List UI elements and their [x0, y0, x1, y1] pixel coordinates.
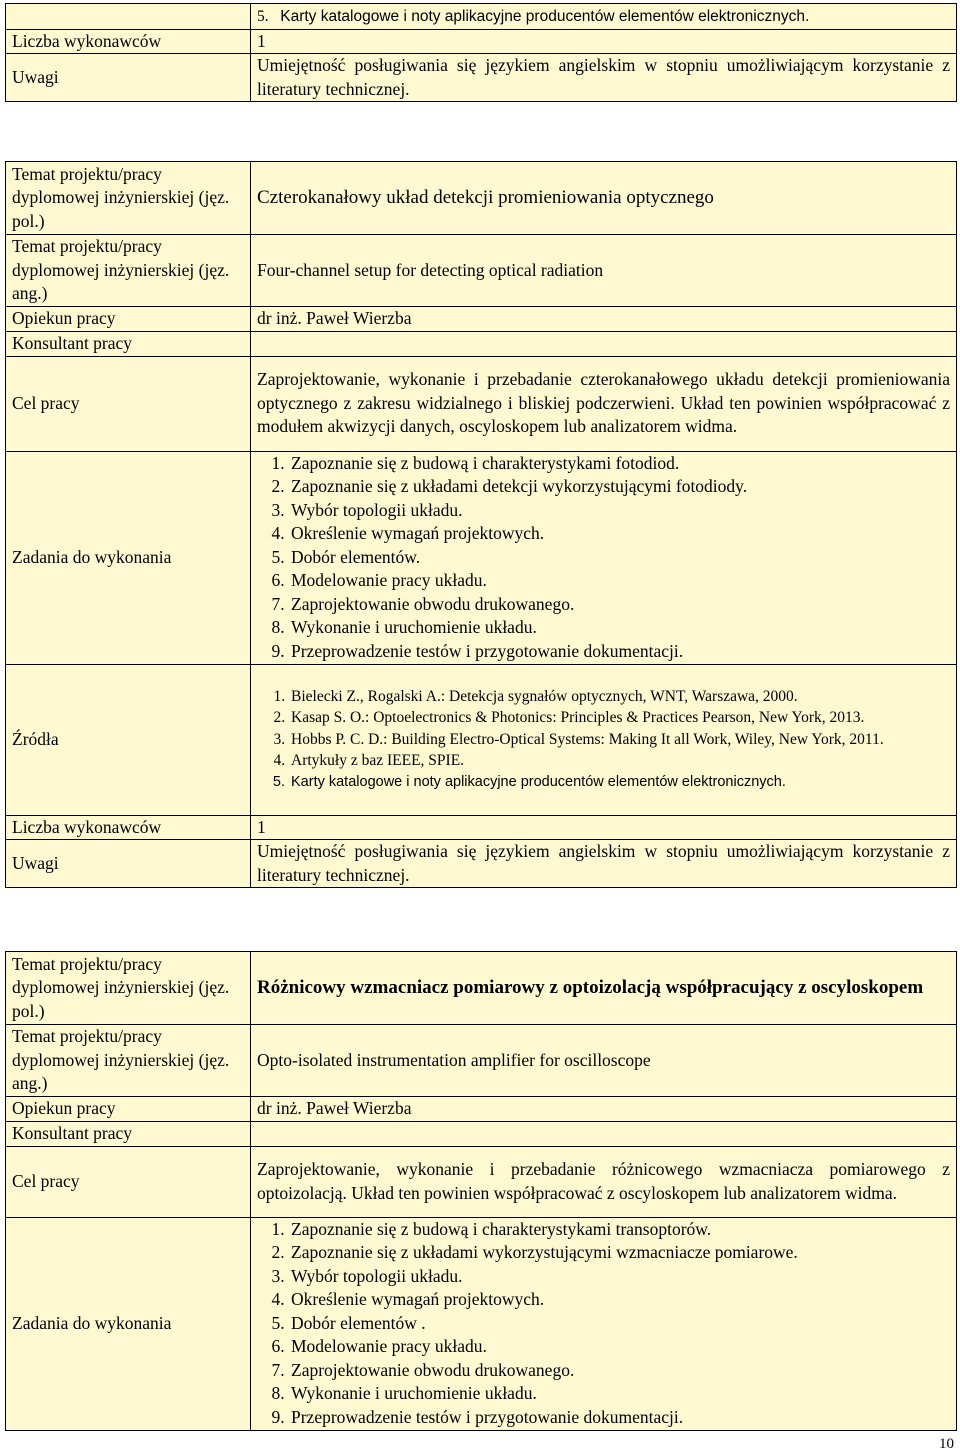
table-row	[6, 1025, 957, 1097]
title-pl: Czterokanałowy układ detekcji promieniowania optycznego	[251, 162, 957, 235]
count-label: Liczba wykonawców	[6, 29, 251, 54]
table-row	[6, 840, 957, 888]
list-item: 8. Wykonanie i uruchomienie układu.	[289, 1382, 950, 1406]
table-row	[6, 331, 957, 356]
title-en-label: Temat projektu/pracy dyplomowej inżynierskiej (jęz. ang.)	[6, 1025, 251, 1097]
consultant-label: Konsultant pracy	[6, 1121, 251, 1146]
list-item: 5. Dobór elementów.	[289, 546, 950, 570]
list-item: 3. Hobbs P. C. D.: Building Electro-Optical Systems: Making It all Work, Wiley, New York, 2011.	[289, 729, 950, 751]
list-item: 4. Artykuły z baz IEEE, SPIE.	[289, 750, 950, 772]
sources-label: Źródła	[6, 664, 251, 815]
table-row	[6, 306, 957, 331]
list-item: 2. Zapoznanie się z układami detekcji wykorzystującymi fotodiody.	[289, 475, 950, 499]
goal-label: Cel pracy	[6, 356, 251, 451]
notes-label: Uwagi	[6, 840, 251, 888]
list-item: 6. Modelowanie pracy układu.	[289, 569, 950, 593]
list-item: 9. Przeprowadzenie testów i przygotowanie dokumentacji.	[289, 1406, 950, 1430]
count-value: 1	[251, 815, 957, 840]
supervisor-label: Opiekun pracy	[6, 306, 251, 331]
tasks-label: Zadania do wykonania	[6, 1217, 251, 1430]
table-row	[6, 1121, 957, 1146]
table-row	[6, 1217, 957, 1430]
table-row	[6, 235, 957, 307]
goal-text: Zaprojektowanie, wykonanie i przebadanie różnicowego wzmacniacza pomiarowego z optoizolacją. Układ ten powinien współpracować z oscyloskopem lub analizatorem widma.	[251, 1146, 957, 1217]
tasks-list	[257, 452, 950, 664]
table-row: 5. Karty katalogowe i noty aplikacyjne producentów elementów elektronicznych.	[6, 4, 957, 30]
list-item: 4. Określenie wymagań projektowych.	[289, 1288, 950, 1312]
goal-label: Cel pracy	[6, 1146, 251, 1217]
consultant	[251, 331, 957, 356]
list-item: 1. Zapoznanie się z budową i charakterystykami transoptorów.	[289, 1218, 950, 1242]
page-number: 10	[939, 1436, 954, 1452]
count-value: 1	[251, 29, 957, 54]
list-item: 7. Zaprojektowanie obwodu drukowanego.	[289, 593, 950, 617]
list-item: 8. Wykonanie i uruchomienie układu.	[289, 616, 950, 640]
list-item: 5. Dobór elementów .	[289, 1312, 950, 1336]
notes-label: Uwagi	[6, 54, 251, 102]
list-item: 3. Wybór topologii układu.	[289, 1265, 950, 1289]
list-item: 4. Określenie wymagań projektowych.	[289, 522, 950, 546]
table-row	[6, 451, 957, 664]
thesis-table-1	[5, 161, 957, 888]
list-item: 3. Wybór topologii układu.	[289, 499, 950, 523]
source-item: Karty katalogowe i noty aplikacyjne producentów elementów elektronicznych.	[280, 8, 810, 25]
thesis-table-2	[5, 951, 957, 1431]
table-row	[6, 664, 957, 815]
consultant	[251, 1121, 957, 1146]
list-item: 9. Przeprowadzenie testów i przygotowanie dokumentacji.	[289, 640, 950, 664]
title-en: Opto-isolated instrumentation amplifier for oscilloscope	[251, 1025, 957, 1097]
supervisor-label: Opiekun pracy	[6, 1096, 251, 1121]
goal-text: Zaprojektowanie, wykonanie i przebadanie czterokanałowego układu detekcji promieniowania optycznego z zakresu widzialnego i bliskiej podczerwieni. Układ ten powinien współpracować z modułem akwizycji danych, oscyloskopem lub analizatorem widma.	[251, 356, 957, 451]
tasks-list	[257, 1218, 950, 1430]
notes-text: Umiejętność posługiwania się językiem angielskim w stopniu umożliwiającym korzystanie z literatury technicznej.	[251, 54, 957, 102]
title-pl-label: Temat projektu/pracy dyplomowej inżynierskiej (jęz. pol.)	[6, 162, 251, 235]
title-en-label: Temat projektu/pracy dyplomowej inżynierskiej (jęz. ang.)	[6, 235, 251, 307]
title-pl: Różnicowy wzmacniacz pomiarowy z optoizolacją współpracujący z oscyloskopem	[251, 952, 957, 1025]
list-item: 5. Karty katalogowe i noty aplikacyjne producentów elementów elektronicznych.	[289, 772, 950, 794]
table-row	[6, 1096, 957, 1121]
table-row	[6, 162, 957, 235]
title-en: Four-channel setup for detecting optical radiation	[251, 235, 957, 307]
table-row	[6, 952, 957, 1025]
list-item: 1. Bielecki Z., Rogalski A.: Detekcja sygnałów optycznych, WNT, Warszawa, 2000.	[289, 686, 950, 708]
list-item: 7. Zaprojektowanie obwodu drukowanego.	[289, 1359, 950, 1383]
sources-list	[257, 686, 950, 794]
table-row	[6, 356, 957, 451]
table-row	[6, 29, 957, 54]
table-row	[6, 1146, 957, 1217]
count-label: Liczba wykonawców	[6, 815, 251, 840]
title-pl-label: Temat projektu/pracy dyplomowej inżynierskiej (jęz. pol.)	[6, 952, 251, 1025]
table-row	[6, 815, 957, 840]
table-row	[6, 54, 957, 102]
supervisor: dr inż. Paweł Wierzba	[251, 1096, 957, 1121]
list-item: 2. Kasap S. O.: Optoelectronics & Photonics: Principles & Practices Pearson, New York, 2013.	[289, 707, 950, 729]
list-item: 1. Zapoznanie się z budową i charakterystykami fotodiod.	[289, 452, 950, 476]
list-item: 6. Modelowanie pracy układu.	[289, 1335, 950, 1359]
table-continuation	[5, 3, 957, 102]
list-item: 2. Zapoznanie się z układami wykorzystującymi wzmacniacze pomiarowe.	[289, 1241, 950, 1265]
tasks-label: Zadania do wykonania	[6, 451, 251, 664]
consultant-label: Konsultant pracy	[6, 331, 251, 356]
supervisor: dr inż. Paweł Wierzba	[251, 306, 957, 331]
notes-text: Umiejętność posługiwania się językiem angielskim w stopniu umożliwiającym korzystanie z literatury technicznej.	[251, 840, 957, 888]
